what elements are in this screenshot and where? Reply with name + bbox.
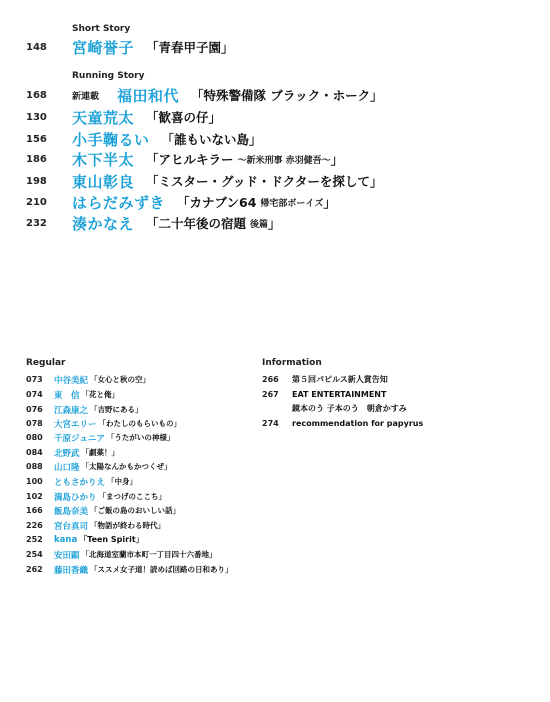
- author-name: 小手鞠るい: [72, 130, 150, 149]
- page-number: 148: [26, 41, 47, 53]
- toc-entry[interactable]: [26, 372, 150, 387]
- info-text: recommendation for papyrus: [292, 419, 424, 428]
- toc-entry[interactable]: [26, 387, 119, 402]
- author-name: 東 信: [54, 390, 80, 401]
- story-title-close: 」: [268, 216, 281, 231]
- toc-entry[interactable]: [26, 106, 536, 128]
- page-number: 210: [26, 196, 47, 208]
- section-label-running-story: Running Story: [72, 71, 145, 81]
- page-number: 102: [26, 492, 43, 501]
- toc-entry[interactable]: [26, 416, 181, 431]
- page-number: 074: [26, 390, 43, 399]
- story-title: 「物語が終わる時代」: [90, 521, 166, 530]
- story-title: 「北海道室蘭市本町一丁目四十六番地」: [81, 550, 217, 559]
- page-number: 252: [26, 535, 43, 544]
- info-entry[interactable]: [262, 401, 407, 416]
- section-label-information: Information: [262, 358, 322, 368]
- toc-entry[interactable]: [26, 402, 143, 417]
- author-name: 満島ひかり: [54, 492, 97, 503]
- author-name: ともさかりえ: [54, 477, 106, 488]
- page-number: 076: [26, 405, 43, 414]
- info-text: 鏡本のう 子本のう 朝倉かすみ: [292, 404, 407, 413]
- story-title: 「二十年後の宿題: [146, 216, 247, 231]
- author-name: 藤田香織: [54, 565, 89, 576]
- page-number: 080: [26, 433, 43, 442]
- toc-entry[interactable]: [26, 128, 536, 150]
- story-title: 「劇薬！」: [81, 448, 120, 457]
- author-name: 天童荒太: [72, 108, 135, 127]
- story-title: 「花と俺」: [81, 390, 120, 399]
- author-name: 東山彰良: [72, 172, 135, 191]
- author-name: はらだみずき: [72, 193, 166, 212]
- page-number: 100: [26, 477, 43, 486]
- toc-entry[interactable]: [26, 36, 536, 58]
- toc-entry[interactable]: [26, 445, 119, 460]
- section-label-regular: Regular: [26, 358, 66, 368]
- story-title: 「特殊警備隊 ブラック・ホーク」: [191, 88, 383, 103]
- page-number: 156: [26, 133, 47, 145]
- author-name: kana: [54, 534, 78, 545]
- toc-entry[interactable]: [26, 212, 536, 234]
- story-title: 「まつげのここち」: [98, 492, 167, 501]
- toc-entry[interactable]: [26, 84, 536, 106]
- page-number: 078: [26, 419, 43, 428]
- page-number: 254: [26, 550, 43, 559]
- author-name: 江森康之: [54, 405, 89, 416]
- story-title-close: 」: [330, 152, 344, 167]
- author-name: 千原ジュニア: [54, 433, 105, 444]
- page-number: 186: [26, 153, 47, 165]
- toc-entry[interactable]: [26, 532, 144, 547]
- info-entry[interactable]: [262, 372, 388, 387]
- author-name: 木下半太: [72, 150, 135, 169]
- author-name: 中谷美紀: [54, 375, 89, 386]
- story-subtitle: 〜新米刑事 赤羽健吾〜: [237, 155, 331, 166]
- story-subtitle: 後篇: [250, 219, 269, 230]
- page-number: 262: [26, 565, 43, 574]
- story-title: 「うたがいの神様」: [106, 433, 175, 442]
- page-number: 266: [262, 375, 279, 384]
- author-name: 大宮エリー: [54, 419, 97, 430]
- author-name: 湊かなえ: [72, 214, 135, 233]
- toc-entry[interactable]: [26, 503, 180, 518]
- story-title: 「ススメ女子道！読めば回路の日和あり」: [90, 565, 233, 574]
- page-number: 267: [262, 390, 279, 399]
- story-title: 「歓喜の仔」: [146, 110, 222, 125]
- author-name: 山口隆: [54, 462, 80, 473]
- author-name: 北野武: [54, 448, 80, 459]
- story-title: 「女心と秋の空」: [90, 375, 151, 384]
- toc-entry[interactable]: [26, 191, 536, 213]
- section-label-short-story: Short Story: [72, 24, 131, 34]
- story-title: 「中身」: [107, 477, 138, 486]
- story-title: 「青春甲子園」: [146, 40, 234, 55]
- story-title: 「カナブン64: [177, 195, 257, 210]
- page-number: 198: [26, 175, 47, 187]
- page-number: 226: [26, 521, 43, 530]
- page-number: 274: [262, 419, 279, 428]
- toc-entry[interactable]: [26, 562, 233, 577]
- toc-entry[interactable]: [26, 518, 165, 533]
- toc-entry[interactable]: [26, 170, 536, 192]
- story-title: 「ミスター・グッド・ドクターを探して」: [146, 174, 383, 189]
- story-title: 「ご飯の島のおいしい話」: [90, 506, 181, 515]
- info-entry[interactable]: [262, 387, 386, 402]
- info-text: 第５回パピルス新人賞告知: [292, 375, 388, 384]
- page-number: 084: [26, 448, 43, 457]
- info-entry[interactable]: [262, 416, 423, 431]
- author-name: 宮崎誉子: [72, 38, 135, 57]
- author-name: 宮台真司: [54, 521, 89, 532]
- toc-entry[interactable]: [26, 148, 536, 170]
- story-title: 「太陽なんかもかつくぜ」: [81, 462, 172, 471]
- author-name: 福田和代: [117, 86, 180, 105]
- page-number: 088: [26, 462, 43, 471]
- author-name: 安田顕: [54, 550, 80, 561]
- toc-entry[interactable]: [26, 547, 217, 562]
- story-title: 「アヒルキラー: [146, 152, 234, 167]
- page-number: 130: [26, 111, 47, 123]
- story-title: 「Teen Spirit」: [79, 535, 144, 544]
- info-text: EAT ENTERTAINMENT: [292, 390, 387, 399]
- toc-entry[interactable]: [26, 430, 174, 445]
- toc-entry[interactable]: [26, 474, 137, 489]
- story-title: 「わたしのもらいもの」: [98, 419, 182, 428]
- story-subtitle: 帰宅部ボーイズ: [260, 198, 324, 209]
- story-title: 「吉野にある」: [90, 405, 143, 414]
- page-number: 073: [26, 375, 43, 384]
- story-title: 「誰もいない島」: [161, 132, 262, 147]
- author-name: 飯島奈美: [54, 506, 89, 517]
- story-title-close: 」: [323, 195, 336, 210]
- toc-entry[interactable]: [26, 459, 172, 474]
- page-number: 168: [26, 89, 47, 101]
- page-number: 232: [26, 217, 47, 229]
- new-series-badge: 新連載: [72, 91, 100, 102]
- toc-entry[interactable]: [26, 489, 166, 504]
- page-number: 166: [26, 506, 43, 515]
